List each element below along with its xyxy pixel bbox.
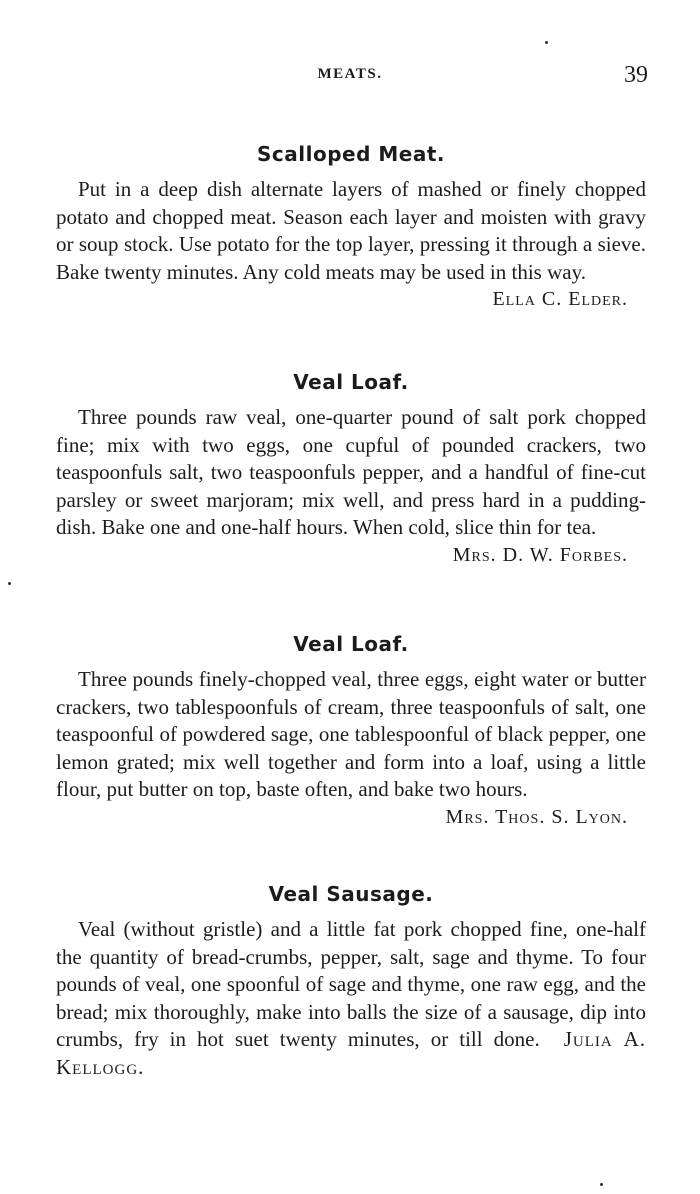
print-speck [8, 582, 11, 585]
recipe-scalloped-meat [56, 142, 646, 313]
page-number: 39 [624, 62, 648, 88]
recipe-attribution: Julia A. Kellogg. [56, 1027, 646, 1079]
recipe-attribution: Mrs. D. W. Forbes. [452, 543, 628, 566]
print-speck [600, 1183, 603, 1186]
recipe-body [56, 916, 646, 1081]
recipe-veal-sausage [56, 882, 646, 1081]
print-speck [545, 41, 548, 44]
recipe-title: Scalloped Meat. [257, 142, 445, 166]
recipe-attribution: Ella C. Elder. [492, 288, 628, 310]
recipe-body: Put in a deep dish alternate layers of mashed or finely chopped potato and chopped meat. Season each layer and moisten with gravy or soup stock. Use potato for the top layer, pressing it through a sieve. Bake twenty minutes. Any cold meats may be used in this way. [56, 177, 646, 284]
running-head [0, 62, 700, 92]
section-title: MEATS. [317, 66, 383, 82]
recipe-title: Veal Loaf. [293, 370, 409, 394]
recipe-body-text: Veal (without gristle) and a little fat pork chopped fine, one-half the quantity of bread-crumbs, pepper, salt, sage and thyme. To four pounds of veal, one spoonful of sage and thyme, one raw egg, and the bread; mix thoroughly, make into balls the size of a sausage, dip into crumbs, fry in hot suet twenty minutes, or till done. [56, 917, 646, 1051]
recipe-body: Three pounds finely-chopped veal, three eggs, eight water or butter crackers, two tablespoonfuls of cream, three teaspoonfuls of salt, one teaspoonful of powdered sage, one tablespoonful of black pepper, one lemon grated; mix well together and form into a loaf, using a little flour, put butter on top, baste often, and bake two hours. [56, 667, 646, 801]
recipe-attribution: Mrs. Thos. S. Lyon. [445, 805, 628, 828]
recipe-veal-loaf-1 [56, 370, 646, 569]
recipe-veal-loaf-2 [56, 632, 646, 831]
recipe-body: Three pounds raw veal, one-quarter pound of salt pork chopped fine; mix with two eggs, one cupful of pounded crackers, two teaspoonfuls salt, two teaspoonfuls pepper, and a handful of fine-cut parsley or sweet marjoram; mix well, and press hard in a pudding-dish. Bake one and one-half hours. When cold, slice thin for tea. [56, 405, 646, 539]
recipe-title: Veal Sausage. [268, 882, 434, 906]
recipe-title: Veal Loaf. [293, 632, 409, 656]
